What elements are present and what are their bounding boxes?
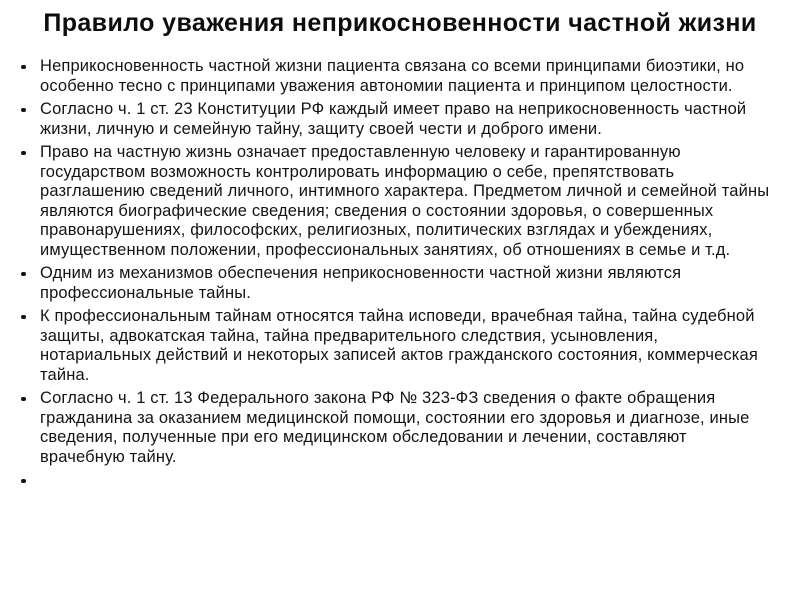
bullet-text: Неприкосновенность частной жизни пациента связана со всеми принципами биоэтики, но особенно тесно с принципами уважения автономии пациента и принципом целостности. [40,57,745,95]
bullet-item [16,100,774,139]
bullet-marker [21,397,26,402]
bullet-text: Согласно ч. 1 ст. 13 Федерального закона РФ № 323-ФЗ сведения о факте обращения гражданина за оказанием медицинской помощи, состоянии его здоровья и диагнозе, иные сведения, полученные при его медицинском обследовании и лечении, составляют врачебную тайну. [40,389,750,466]
bullet-item [16,143,774,260]
bullet-marker [21,151,26,156]
bullet-marker [21,272,26,277]
bullet-marker [21,479,26,484]
bullet-text: Право на частную жизнь означает предоставленную человеку и гарантированную государством возможность контролировать информацию о себе, препятствовать разглашению сведений личного, интимного характера. Предметом личной и семейной тайны являются биографические сведения; сведения о состоянии здоровья, о совершенных правонарушениях, философских, религиозных, политических взглядах и убеждениях, имущественном положении, профессиональных занятиях, об отношениях в семье и т.д. [40,143,770,259]
bullet-item [16,57,774,96]
bullet-item [16,389,774,467]
bullet-marker [21,108,26,113]
bullet-text: Одним из механизмов обеспечения неприкосновенности частной жизни являются профессиональные тайны. [40,264,682,302]
bullet-text: Согласно ч. 1 ст. 23 Конституции РФ каждый имеет право на неприкосновенность частной жизни, личную и семейную тайну, защиту своей чести и доброго имени. [40,100,747,138]
slide-title: Правило уважения неприкосновенности частной жизни [43,9,757,37]
bullet-list [0,57,784,491]
bullet-item [16,264,774,303]
bullet-marker [21,65,26,70]
slide-body [0,57,784,495]
bullet-text: К профессиональным тайнам относятся тайна исповеди, врачебная тайна, тайна судебной защиты, адвокатская тайна, тайна предварительного следствия, усыновления, нотариальных действий и некоторых записей актов гражданского состояния, коммерческая тайна. [40,307,758,384]
bullet-marker [21,315,26,320]
bullet-item [16,307,774,385]
bullet-item [16,471,774,491]
